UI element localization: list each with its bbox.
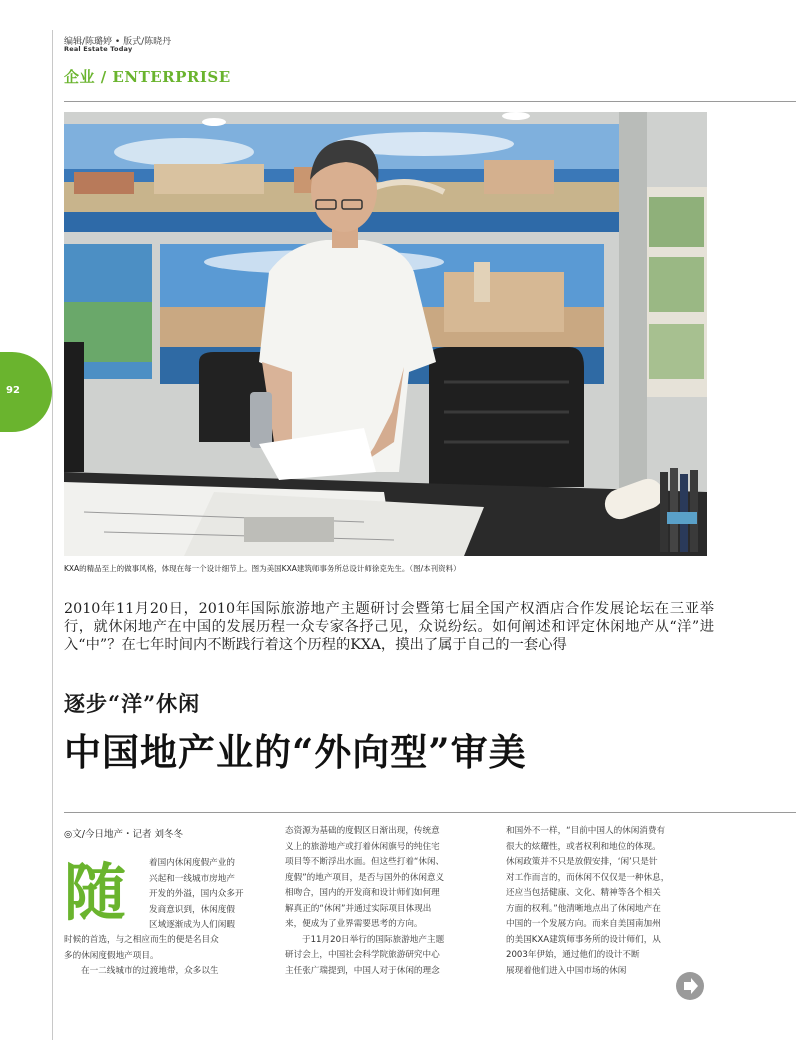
article-byline: ◎文/今日地产・记者 刘冬冬: [64, 829, 184, 840]
body-line: 兴起和一线城市房地产: [149, 873, 235, 884]
column-3: [506, 824, 714, 979]
body-line: 在一二线城市的过渡地带，众多以生: [81, 966, 219, 976]
body-line: 研讨会上，中国社会科学院旅游研究中心: [285, 950, 440, 960]
page-margin-rule: [52, 30, 53, 1040]
column-2: [285, 824, 493, 979]
photo-caption: KXA的精品至上的做事风格，体现在每一个设计细节上。图为美国KXA建筑师事务所总设计师徐克先生。（图/本刊资料）: [64, 564, 461, 573]
drop-cap: 随: [64, 856, 127, 929]
body-line: 区域逐渐成为人们闲暇: [149, 920, 235, 930]
body-line: 中国的一个发展方向。而来自美国南加州: [506, 919, 661, 929]
body-line: 项目等不断浮出水面。但这些打着“休闲、: [285, 857, 445, 867]
body-line: 时候的首选，与之相应而生的便是名目众: [64, 935, 219, 945]
page-number: 92: [6, 385, 20, 396]
body-line: 来，便成为了业界需要思考的方向。: [285, 919, 423, 929]
body-line: 着国内休闲度假产业的: [149, 858, 235, 868]
editor-credit: 编辑/陈璐婷 • 版式/陈晓丹: [64, 37, 172, 47]
body-line: 态资源为基础的度假区日渐出现，传统意: [285, 826, 440, 836]
body-line: 很大的炫耀性，或者权利和地位的体现。: [506, 841, 661, 852]
body-line: 方面的权利。”他清晰地点出了休闲地产在: [506, 903, 661, 914]
body-line: 休闲政策并不只是放假安排，‘闲’只是针: [506, 857, 658, 867]
article-kicker: 逐步“洋”休闲: [64, 691, 201, 716]
article-deck: 2010年11月20日，2010年国际旅游地产主题研讨会暨第七届全国产权酒店合作发展论坛在三亚举行，就休闲地产在中国的发展历程一众专家各抒己见，众说纷纭。如何阐述和评定休闲地产从“洋”进入“中”？在七年时间内不断践行着这个历程的KXA，摸出了属于自己的一套心得: [64, 601, 714, 653]
body-line: 主任张广瑞提到，中国人对于休闲的理念: [285, 965, 440, 976]
body-line: 2003年伊始，通过他们的设计不断: [506, 950, 640, 960]
body-line: 开发的外溢，国内众多开: [149, 889, 244, 899]
column-1-full: [64, 933, 269, 980]
body-line: 展现着他们进入中国市场的休闲: [506, 965, 627, 976]
headline-divider: [64, 812, 796, 813]
arrow-right-icon: [676, 972, 704, 1000]
body-line: 义上的旅游地产或打着休闲旗号的纯住宅: [285, 841, 440, 852]
article-headline: 中国地产业的“外向型”审美: [64, 730, 527, 774]
body-line: 对工作而言的，而休闲不仅仅是一种休息，: [506, 872, 670, 883]
body-line: 还应当包括健康、文化、精神等各个相关: [506, 888, 661, 898]
section-title: 企业 / ENTERPRISE: [64, 68, 231, 86]
header-divider: [64, 101, 796, 102]
body-line: 的美国KXA建筑师事务所的设计师们，从: [506, 934, 661, 945]
body-line: 多的休闲度假地产项目。: [64, 950, 159, 961]
feature-photo: [64, 112, 707, 556]
body-line: 和国外不一样，“目前中国人的休闲消费有: [506, 826, 666, 836]
body-line: 于11月20日举行的国际旅游地产主题: [302, 934, 445, 945]
body-line: 发商意识到，休闲度假: [149, 904, 235, 915]
column-1-wrap: [149, 856, 267, 934]
magazine-name: Real Estate Today: [64, 45, 133, 53]
body-line: 相吻合，国内的开发商和设计师们如何理: [285, 888, 440, 898]
body-line: 解真正的“休闲”并通过实际项目体现出: [285, 903, 432, 914]
body-line: 度假”的地产项目，是否与国外的休闲意义: [285, 872, 445, 883]
